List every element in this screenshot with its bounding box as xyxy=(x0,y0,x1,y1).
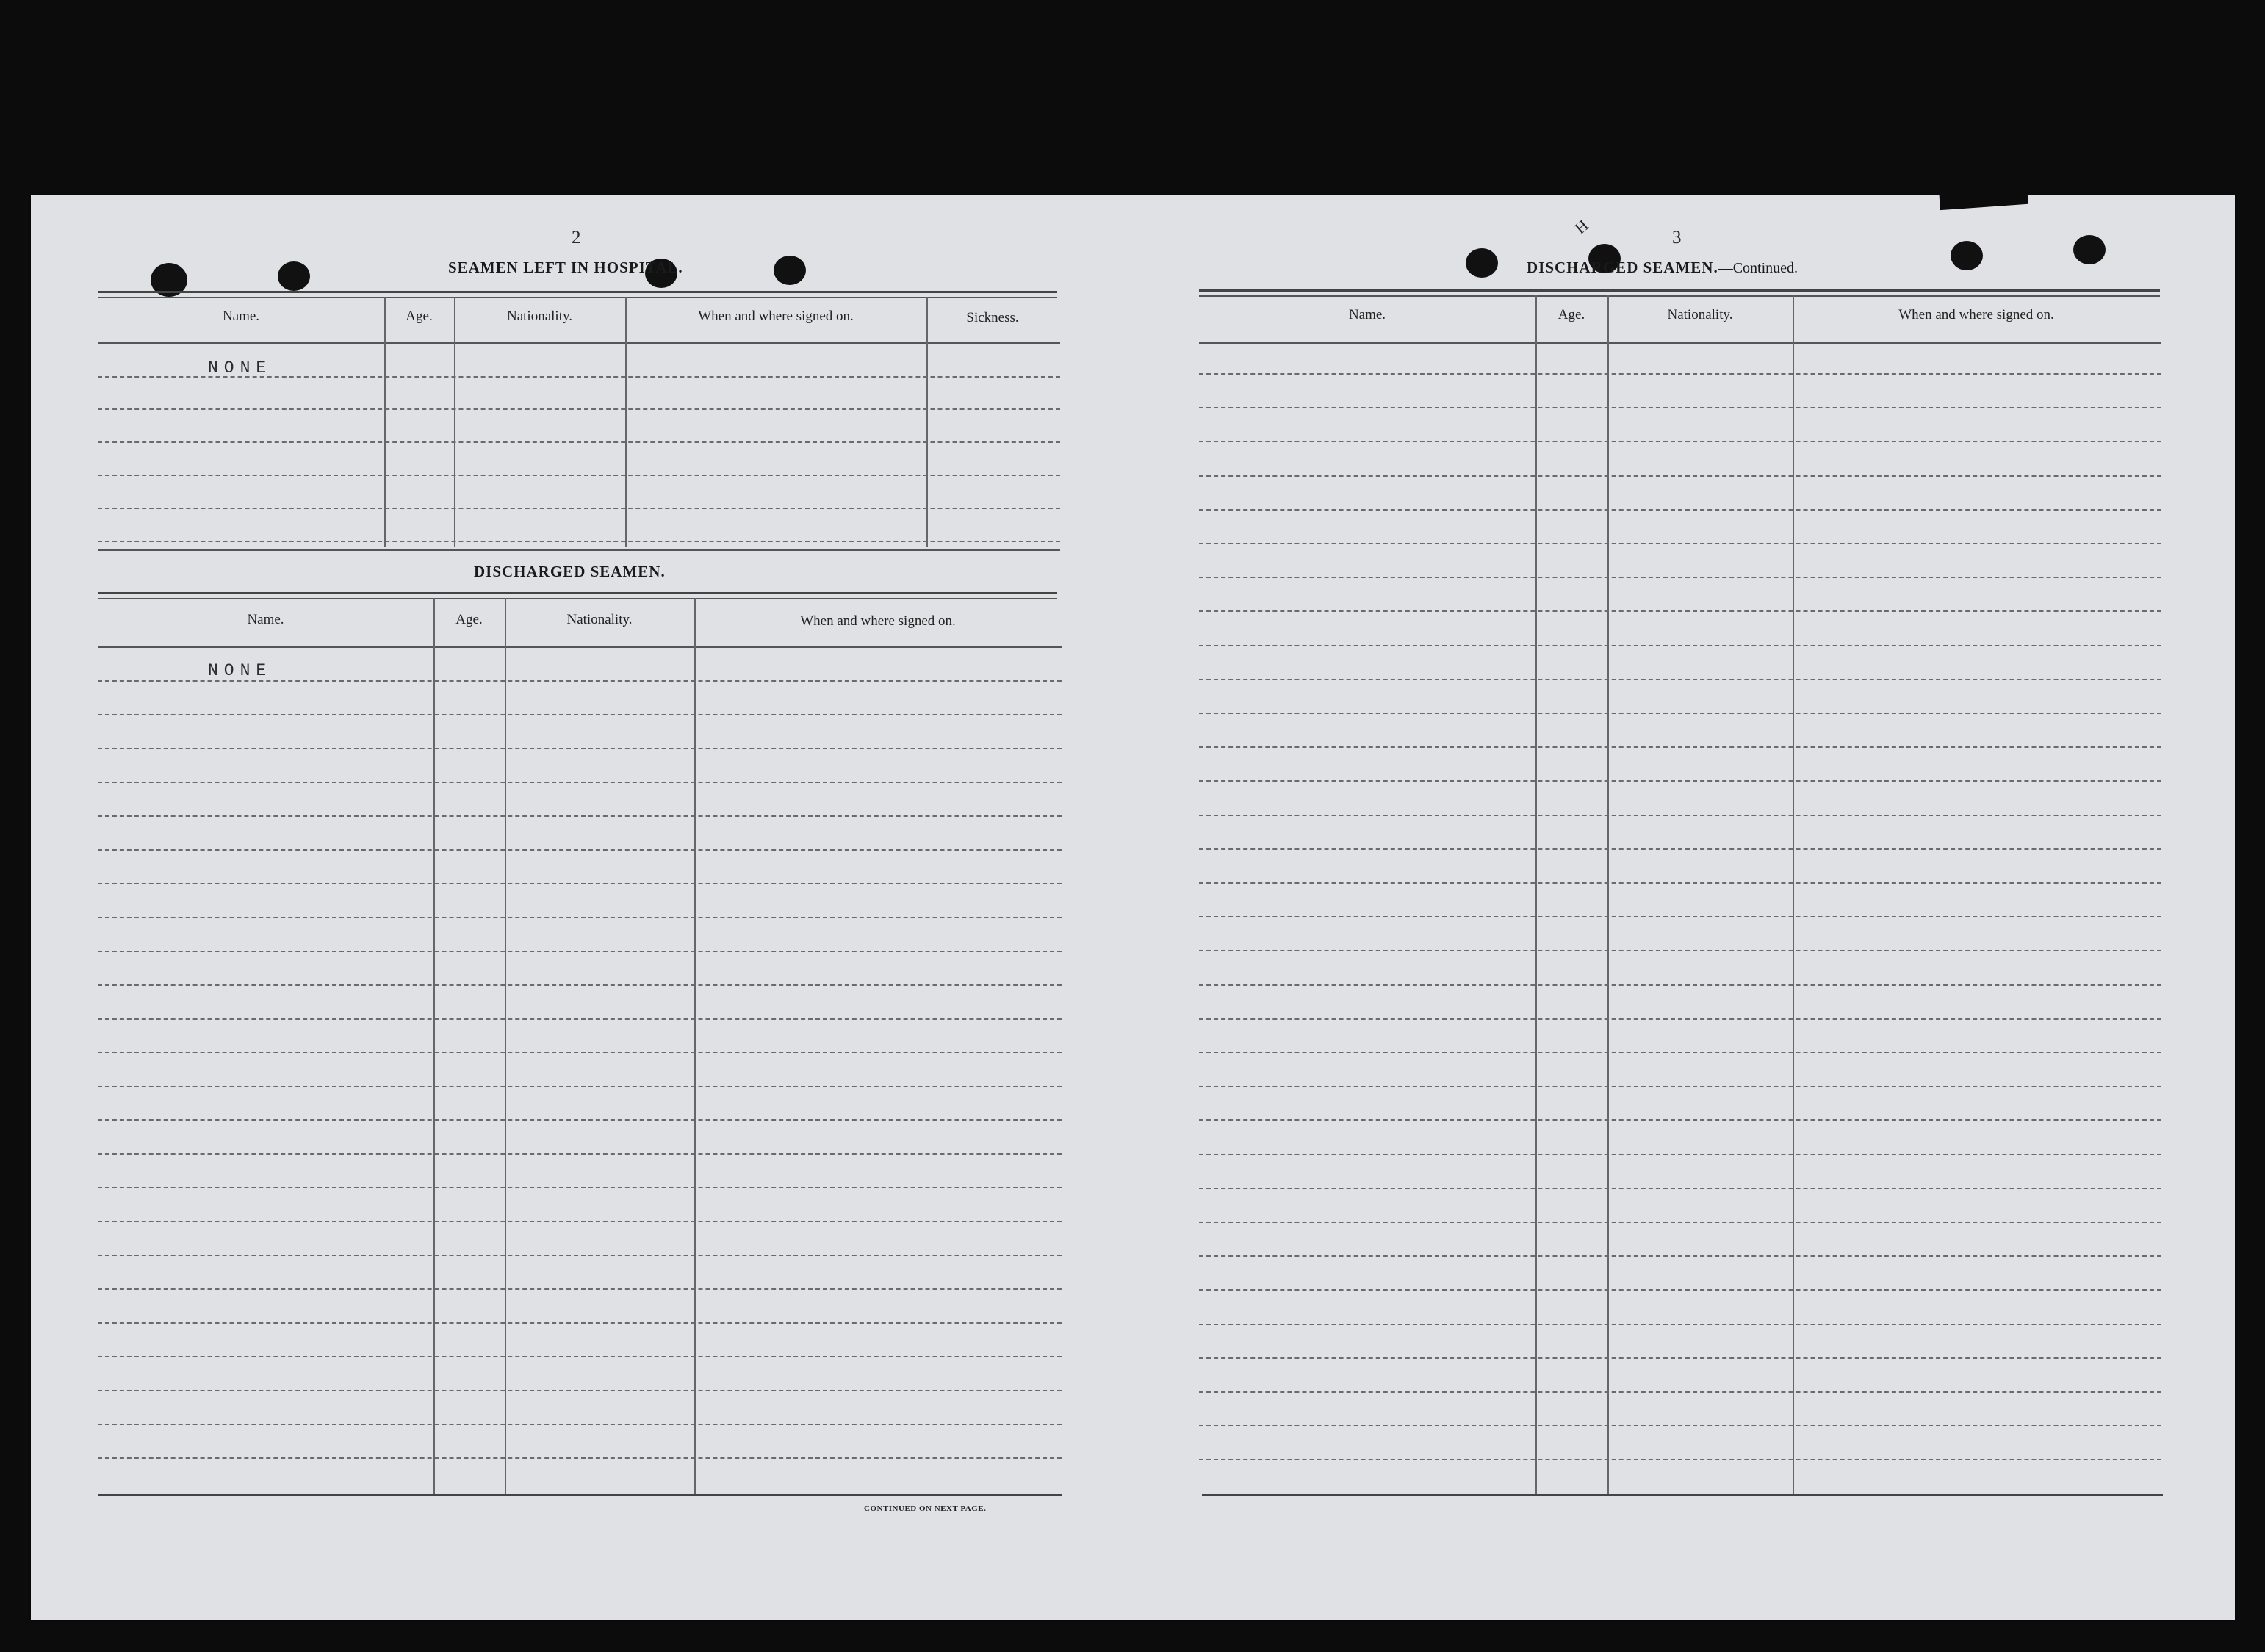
row-line xyxy=(98,917,1062,918)
section-rule xyxy=(98,598,1057,599)
row-line xyxy=(1199,1289,2161,1291)
row-line xyxy=(1199,746,2161,748)
row-line xyxy=(98,1390,1062,1391)
row-line xyxy=(1199,1255,2161,1257)
row-line xyxy=(98,680,1062,682)
section-rule xyxy=(98,549,1060,551)
hospital-section-title: SEAMEN LEFT IN HOSPITAL. xyxy=(448,259,683,276)
top-rule xyxy=(98,291,1057,293)
punch-hole xyxy=(1951,241,1983,270)
row-line xyxy=(1199,373,2161,375)
row-line xyxy=(98,1052,1062,1053)
row-line xyxy=(1199,984,2161,986)
row-line xyxy=(1199,882,2161,884)
column-header-signed-on: When and where signed on. xyxy=(1898,307,2054,322)
column-divider xyxy=(625,297,627,547)
row-line xyxy=(1199,1391,2161,1393)
column-header-name: Name. xyxy=(1348,307,1386,322)
column-header-nationality: Nationality. xyxy=(507,309,572,324)
bottom-rule xyxy=(1202,1494,2163,1496)
row-line xyxy=(98,815,1062,817)
row-line xyxy=(98,1457,1062,1459)
row-line xyxy=(1199,1459,2161,1460)
row-line xyxy=(98,1018,1062,1020)
punch-hole xyxy=(278,261,310,291)
row-line xyxy=(1199,1086,2161,1087)
row-line xyxy=(98,1424,1062,1425)
row-line xyxy=(1199,1052,2161,1053)
top-rule xyxy=(1199,295,2160,297)
hospital-entry: NONE xyxy=(208,358,273,378)
row-line xyxy=(98,1288,1062,1290)
header-rule xyxy=(98,342,1060,344)
row-line xyxy=(98,441,1060,443)
row-line xyxy=(1199,441,2161,442)
punch-hole xyxy=(2073,235,2106,264)
row-line xyxy=(1199,848,2161,850)
top-rule xyxy=(1199,289,2160,292)
row-line xyxy=(1199,713,2161,714)
column-divider xyxy=(694,598,696,1496)
row-line xyxy=(98,748,1062,749)
column-header-age: Age. xyxy=(455,612,483,627)
row-line xyxy=(98,508,1060,509)
column-header-name: Name. xyxy=(247,612,284,627)
column-header-age: Age. xyxy=(1558,307,1585,322)
row-line xyxy=(98,984,1062,986)
column-header-sickness: Sickness. xyxy=(966,310,1019,325)
page-number-right: 3 xyxy=(1672,228,1682,248)
column-header-age: Age. xyxy=(406,309,433,324)
column-divider xyxy=(433,598,435,1496)
row-line xyxy=(1199,679,2161,680)
row-line xyxy=(98,951,1062,952)
row-line xyxy=(1199,1357,2161,1359)
page-number-left: 2 xyxy=(572,228,581,248)
column-header-signed-on: When and where signed on. xyxy=(698,309,854,324)
row-line xyxy=(98,1086,1062,1087)
column-header-name: Name. xyxy=(222,309,260,324)
row-line xyxy=(1199,1222,2161,1223)
row-line xyxy=(98,782,1062,783)
column-divider xyxy=(926,297,928,547)
punch-hole xyxy=(774,256,806,285)
row-line xyxy=(98,1322,1062,1324)
top-rule xyxy=(98,297,1057,298)
row-line xyxy=(1199,1119,2161,1121)
row-line xyxy=(98,1221,1062,1222)
row-line xyxy=(98,1153,1062,1155)
row-line xyxy=(1199,1154,2161,1155)
section-rule xyxy=(98,592,1057,594)
row-line xyxy=(98,849,1062,851)
column-divider xyxy=(505,598,506,1496)
bottom-rule xyxy=(98,1494,1062,1496)
row-line xyxy=(1199,1425,2161,1426)
row-line xyxy=(98,714,1062,715)
row-line xyxy=(1199,509,2161,511)
column-divider xyxy=(384,297,386,547)
column-divider xyxy=(454,297,455,547)
row-line xyxy=(1199,1188,2161,1189)
discharged-continued-title: DISCHARGED SEAMEN.—Continued. xyxy=(1527,259,1798,276)
row-line xyxy=(1199,543,2161,544)
row-line xyxy=(1199,780,2161,782)
row-line xyxy=(98,376,1060,378)
row-line xyxy=(1199,577,2161,578)
header-rule xyxy=(1199,342,2161,344)
handwritten-mark: H xyxy=(1571,215,1592,238)
column-header-signed-on: When and where signed on. xyxy=(800,613,956,629)
header-rule xyxy=(98,646,1062,648)
row-line xyxy=(98,408,1060,410)
row-line xyxy=(1199,407,2161,408)
discharged-section-title: DISCHARGED SEAMEN. xyxy=(474,563,666,580)
row-line xyxy=(1199,1324,2161,1325)
row-line xyxy=(98,475,1060,476)
discharged-entry: NONE xyxy=(208,661,273,680)
column-header-nationality: Nationality. xyxy=(566,612,633,627)
row-line xyxy=(1199,916,2161,917)
row-line xyxy=(98,883,1062,884)
continued-note: CONTINUED ON NEXT PAGE. xyxy=(864,1504,987,1513)
row-line xyxy=(1199,950,2161,951)
row-line xyxy=(98,1255,1062,1256)
row-line xyxy=(98,1187,1062,1188)
row-line xyxy=(1199,475,2161,477)
column-header-nationality: Nationality. xyxy=(1667,307,1733,322)
row-line xyxy=(1199,1018,2161,1020)
punch-hole xyxy=(1466,248,1498,278)
row-line xyxy=(1199,645,2161,646)
row-line xyxy=(1199,610,2161,612)
row-line xyxy=(98,1119,1062,1121)
row-line xyxy=(98,1356,1062,1357)
row-line xyxy=(1199,815,2161,816)
row-line xyxy=(98,541,1060,542)
